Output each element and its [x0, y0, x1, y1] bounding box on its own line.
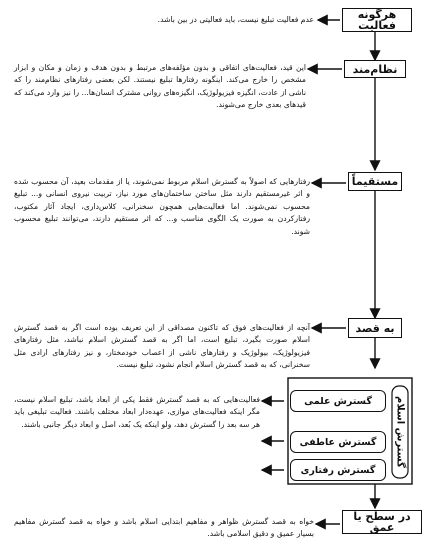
step-text-surface-depth: خواه به قصد گسترش ظواهر و مفاهیم ابتدایی اسلام باشد و خواه به قصد گسترش مفاهیم بسیار عمیق و دقیق اسلامی باشد.	[14, 517, 314, 539]
step-text-any-activity: عدم فعالیت تبلیغ نیست، باید فعالیتی در بین باشد.	[157, 15, 314, 24]
step-box-directly: مستقیماً	[348, 172, 402, 191]
sub-box-behavioral: گسترش رفتاری	[290, 459, 386, 481]
expansion-side-label: گسترش اسلام	[394, 396, 406, 468]
expansion-text: فعالیت‌هایی که به قصد گسترش فقط یکی از ابعاد باشد، تبلیغ اسلام نیست، مگر اینکه فعالیت‌های موازی، عهده‌دار ابعاد مختلف باشند. فعالیت تبلیغی باید هر سه بعد را گسترش دهد، ولو اینکه یک بُعد، اصل و ابعاد دیگر جانبی باشند.	[14, 395, 260, 429]
sub-box-emotional: گسترش عاطفی	[290, 431, 386, 453]
step-text-directly: رفتارهایی که اصولاً به گسترش اسلام مربوط نمی‌شوند، یا از مقدمات بعید، آن محسوب شده و اثر غیرمستقیم دارند مثل ساختن ساختمان‌های مورد نیاز، تربیت نیروی انسانی و... تبلیغ محسوب نمی‌شوند. اما فعالیت‌هایی همچون سخنرانی، کلاس‌داری، ایجاد آثار مکتوب، رفتارکردن به صورت یک الگوی مناسب و... که اثر مستقیم دارند، می‌توانند تبلیغ محسوب شوند.	[14, 177, 310, 236]
step-box-surface-depth: در سطح یا عمق	[342, 510, 422, 534]
step-box-intention: به قصد	[348, 318, 402, 338]
sub-box-scientific: گسترش علمی	[290, 390, 386, 412]
step-text-systematic: این قید، فعالیت‌های اتفاقی و بدون مؤلفه‌های مرتبط و بدون هدف و زمان و مکان و ابزار مشخص را خارج می‌کند. اینگونه رفتارها تبلیغ نیستند. لکن بعضی رفتارهای نظام‌مند را که ناشی از عادت، انگیزه فیزیولوژیک، انگیزه‌های روانی مشترک انسان‌ها... را نیز وارد می‌کند که قیدهای بعدی خارج می‌شوند.	[14, 63, 306, 110]
step-box-any-activity: هرگونه فعالیت	[342, 8, 412, 32]
step-box-systematic: نظام‌مند	[344, 60, 406, 78]
step-text-intention: آنچه از فعالیت‌های فوق که تاکنون مصداقی از این تعریف بوده است اگر به قصد گسترش اسلام صورت بگیرد، تبلیغ است، اما اگر به قصد گسترش اسلام نباشد، مثل رفتارهای فیزیولوژیک، بیولوژیک و رفتارهای ناشی از اعصاب خودمختار، و نیز رفتارهای ارادی مثل سخنرانی، که به قصد گسترش اسلام انجام نشود، تبلیغ نیست.	[14, 323, 310, 370]
